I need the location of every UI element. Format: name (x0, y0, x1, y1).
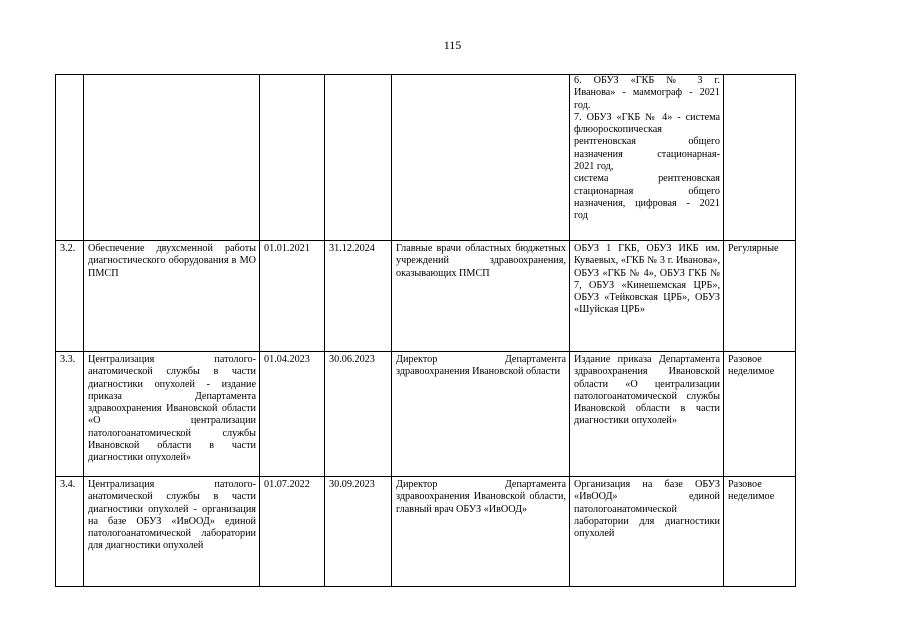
result-line: система рентгеновская (574, 173, 720, 185)
cell-responsible: Директор Департамента здравоохранения Ивановской области, главный врач ОБУЗ «ИвООД» (392, 477, 570, 587)
cell-end: 30.06.2023 (325, 352, 392, 477)
cell-type: Разовое неделимое (724, 477, 796, 587)
result-line: флюороскопическая (574, 124, 662, 136)
cell-end (325, 75, 392, 241)
cell-num: 3.2. (56, 241, 84, 352)
cell-result (570, 75, 724, 241)
cell-type (724, 75, 796, 241)
cell-result: Организация на базе ОБУЗ «ИвООД» единой патологоанатомической лаборатории для диагностики опухолей (570, 477, 724, 587)
cell-num: 3.4. (56, 477, 84, 587)
result-line: стационарная общего (574, 185, 720, 197)
result-line: 6. ОБУЗ «ГКБ № 3 г. (574, 75, 720, 86)
cell-num: 3.3. (56, 352, 84, 477)
cell-name: Централизация патолого-анатомической службы в части диагностики опухолей - издание приказа Департамента здравоохранения Ивановской области «О централизации патологоанатомической службы Ивановской области в части диагностики опухолей» (84, 352, 260, 477)
result-line: 7. ОБУЗ «ГКБ № 4» - система (574, 111, 720, 123)
cell-start: 01.07.2022 (260, 477, 325, 587)
cell-name: Централизация патолого-анатомической службы в части диагностики опухолей - организация на базе ОБУЗ «ИвООД» единой патологоанатомической лаборатории для диагностики опухолей (84, 477, 260, 587)
cell-responsible: Директор Департамента здравоохранения Ивановской области (392, 352, 570, 477)
cell-start: 01.01.2021 (260, 241, 325, 352)
result-line: год (574, 210, 588, 222)
result-line: назначения, цифровая - 2021 (574, 197, 720, 209)
cell-result: ОБУЗ 1 ГКБ, ОБУЗ ИКБ им. Куваевых, «ГКБ № 3 г. Иванова», ОБУЗ «ГКБ № 4», ОБУЗ ГКБ № 7, ОБУЗ «Кинешемская ЦРБ», ОБУЗ «Тейковская ЦРБ», ОБУЗ «Шуйская ЦРБ» (570, 241, 724, 352)
result-line: рентгеновская общего (574, 136, 720, 148)
cell-start (260, 75, 325, 241)
table-row (56, 241, 796, 352)
result-line: 2021 год, (574, 161, 614, 173)
cell-responsible (392, 75, 570, 241)
cell-num (56, 75, 84, 241)
result-line: Иванова» - маммограф - 2021 (574, 87, 720, 99)
result-line: назначения стационарная- (574, 148, 720, 160)
table-row (56, 352, 796, 477)
table-row-continued (56, 75, 796, 241)
result-line: год. (574, 99, 591, 111)
cell-result: Издание приказа Департамента здравоохранения Ивановской области «О централизации патологоанатомической службы Ивановской области в части диагностики опухолей» (570, 352, 724, 477)
page-number: 115 (443, 38, 462, 52)
measures-table (55, 74, 796, 587)
cell-type: Разовое неделимое (724, 352, 796, 477)
cell-type: Регулярные (724, 241, 796, 352)
cell-end: 30.09.2023 (325, 477, 392, 587)
cell-start: 01.04.2023 (260, 352, 325, 477)
cell-name: Обеспечение двухсменной работы диагностического оборудования в МО ПМСП (84, 241, 260, 352)
cell-name (84, 75, 260, 241)
table-row (56, 477, 796, 587)
cell-end: 31.12.2024 (325, 241, 392, 352)
cell-responsible: Главные врачи областных бюджетных учреждений здравоохранения, оказывающих ПМСП (392, 241, 570, 352)
